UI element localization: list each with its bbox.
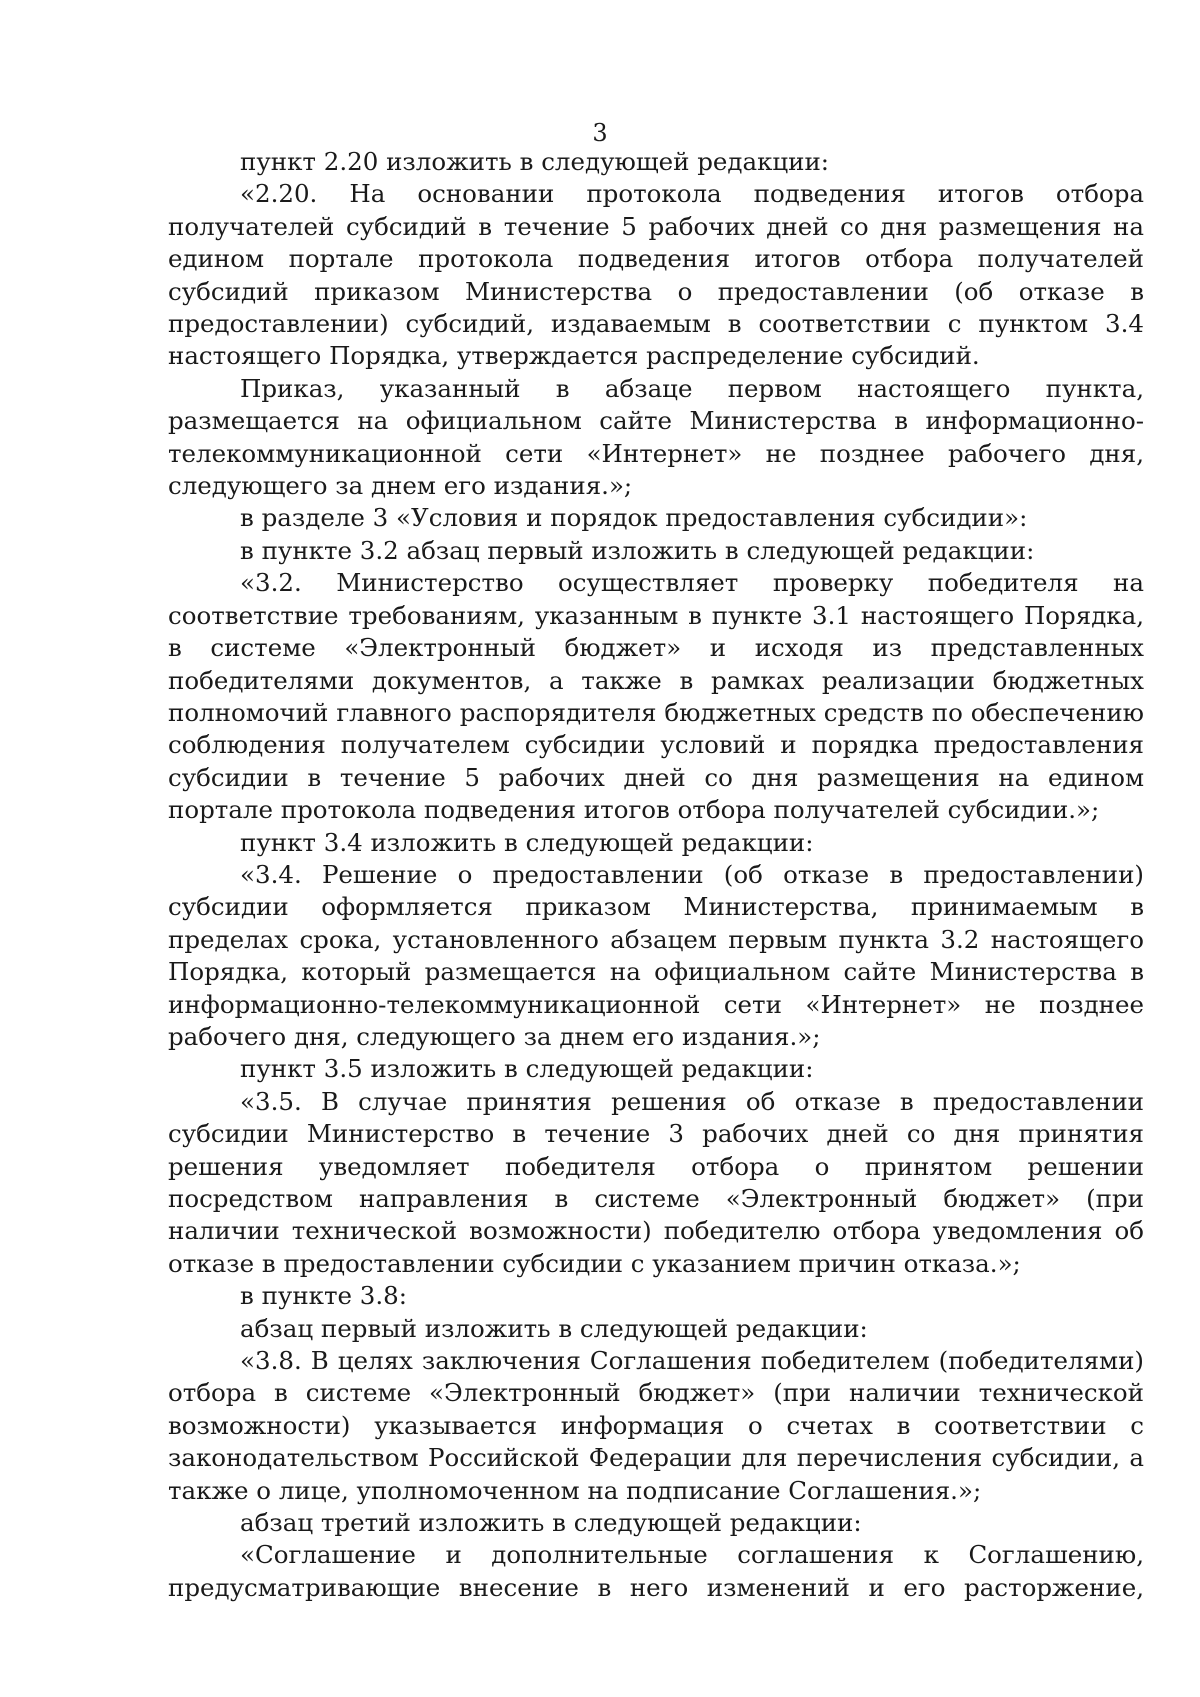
paragraph: в пункте 3.8: — [240, 1281, 408, 1311]
paragraph: «3.2. Министерство осуществляет проверку победителя на соответствие требованиям, указанным в пункте 3.1 настоящего Порядка, в системе «Электронный бюджет» и исходя из представленных победителями документов, а также в рамках реализации бюджетных полномочий главного распорядителя бюджетных средств по обеспечению соблюдения получателем субсидии условий и порядка предоставления субсидии в течение 5 рабочих дней со дня размещения на едином портале протокола подведения итогов отбора получателей субсидии.»; — [168, 568, 1144, 825]
paragraph: пункт 2.20 изложить в следующей редакции: — [240, 147, 830, 176]
paragraph: «2.20. На основании протокола подведения итогов отбора получателей субсидий в течение 5 рабочих дней со дня размещения на едином портале протокола подведения итогов отбора получателей субсидий приказом Министерства о предоставлении (об отказе в предоставлении) субсидий, издаваемым в соответствии с пунктом 3.4 настоящего Порядка, утверждается распределение субсидий. — [168, 179, 1144, 371]
paragraph: Приказ, указанный в абзаце первом настоящего пункта, размещается на официальном сайте Министерства в информационно-телекоммуникационной сети «Интернет» не позднее рабочего дня, следующего за днем его издания.»; — [168, 373, 1144, 501]
paragraph: «3.4. Решение о предоставлении (об отказе в предоставлении) субсидии оформляется приказом Министерства, принимаемым в пределах срока, установленного абзацем первым пункта 3.2 настоящего Порядка, который размещается на официальном сайте Министерства в информационно-телекоммуникационной сети «Интернет» не позднее рабочего дня, следующего за днем его издания.»; — [168, 859, 1144, 1051]
paragraph: пункт 3.4 изложить в следующей редакции: — [240, 827, 814, 857]
paragraph: пункт 3.5 изложить в следующей редакции: — [240, 1054, 814, 1084]
page-number: 3 — [592, 119, 608, 147]
paragraph: в пункте 3.2 абзац первый изложить в следующей редакции: — [240, 535, 1035, 565]
paragraph: в разделе 3 «Условия и порядок предоставления субсидии»: — [240, 503, 1028, 533]
paragraph: «3.5. В случае принятия решения об отказе в предоставлении субсидии Министерство в течение 3 рабочих дней со дня принятия решения уведомляет победителя отбора о принятом решении посредством направления в системе «Электронный бюджет» (при наличии технической возможности) победителю отбора уведомления об отказе в предоставлении субсидии с указанием причин отказа.»; — [168, 1086, 1144, 1278]
paragraph: абзац первый изложить в следующей редакции: — [240, 1313, 868, 1343]
paragraph: «3.8. В целях заключения Соглашения победителем (победителями) отбора в системе «Электронный бюджет» (при наличии технической возможности) указывается информация о счетах в соответствии с законодательством Российской Федерации для перечисления субсидии, а также о лице, уполномоченном на подписание Соглашения.»; — [168, 1346, 1144, 1505]
paragraph: абзац третий изложить в следующей редакции: — [240, 1508, 862, 1538]
document-body — [168, 146, 1144, 1604]
paragraph: «Соглашение и дополнительные соглашения к Соглашению, предусматривающие внесение в него изменений и его расторжение, — [168, 1540, 1144, 1602]
